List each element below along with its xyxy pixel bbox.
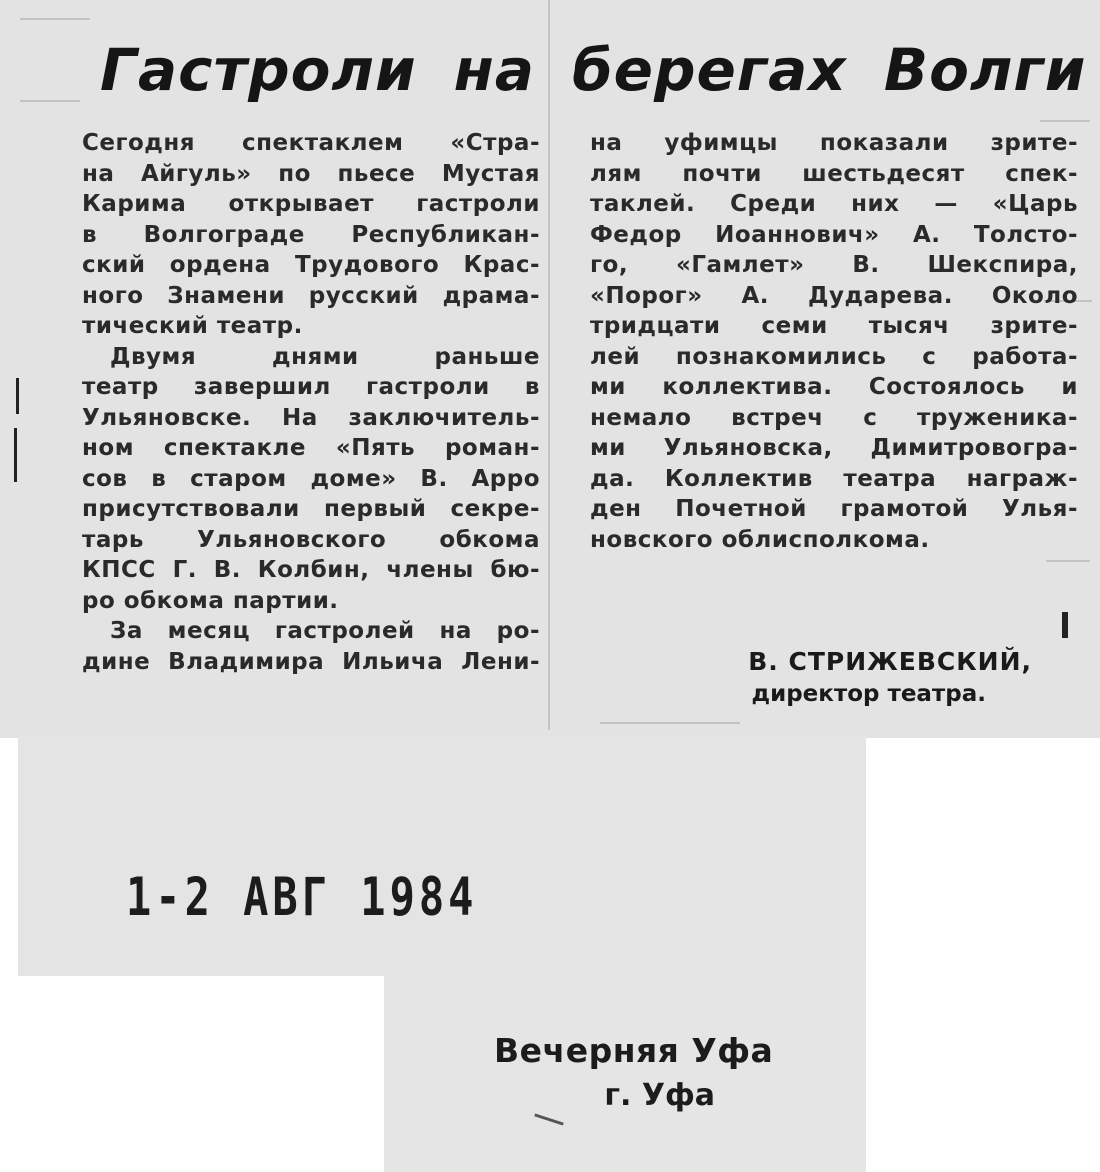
article-line: новского облисполкома.: [590, 526, 930, 553]
article-column-right: [590, 128, 1078, 555]
newspaper-city: г. Уфа: [604, 1078, 715, 1113]
margin-mark: [14, 428, 17, 482]
article-line: Ульяновске. На заключитель-: [82, 404, 540, 431]
article-line: дине Владимира Ильича Лени-: [82, 648, 540, 675]
article-line: немало встреч с труженика-: [590, 404, 1078, 431]
article-line: Карима открывает гастроли: [82, 191, 540, 217]
article-line: таклей. Среди них — «Царь: [590, 191, 1078, 217]
article-line: на уфимцы показали зрите-: [590, 130, 1078, 156]
author-signature: [748, 645, 1032, 709]
article-line: Сегодня спектаклем «Стра-: [82, 130, 540, 156]
article-headline: Гастроли на берегах Волги: [100, 36, 1087, 104]
article-line: КПСС Г. В. Колбин, члены бю-: [82, 557, 540, 583]
article-line: ного Знамени русский драма-: [82, 282, 540, 309]
show-through-rule: [1046, 560, 1090, 562]
article-line: в Волгограде Республикан-: [82, 221, 540, 248]
author-name: В. СТРИЖЕВСКИЙ,: [748, 647, 1032, 676]
show-through-rule: [20, 100, 80, 102]
clipping-lower-left: [18, 730, 866, 976]
article-line: ден Почетной грамотой Улья-: [590, 496, 1078, 522]
article-line: За месяц гастролей на ро-: [110, 618, 540, 644]
article-line: «Порог» А. Дударева. Около: [590, 282, 1078, 309]
article-column-left: [82, 128, 540, 677]
newspaper-source: [494, 1028, 773, 1118]
show-through-rule: [1040, 120, 1090, 122]
article-line: ном спектакле «Пять роман-: [82, 435, 540, 461]
article-line: тридцати семи тысяч зрите-: [590, 313, 1078, 339]
article-line: театр завершил гастроли в: [82, 374, 540, 400]
article-line: лей познакомились с работа-: [590, 343, 1078, 370]
show-through-rule: [20, 18, 90, 20]
article-line: ми коллектива. Состоялось и: [590, 374, 1078, 400]
author-role: директор театра.: [751, 681, 986, 707]
show-through-rule: [600, 722, 740, 724]
newspaper-name: Вечерняя Уфа: [494, 1031, 774, 1070]
article-line: сов в старом доме» В. Арро: [82, 465, 540, 492]
article-line: да. Коллектив театра награж-: [590, 465, 1078, 492]
margin-mark: [16, 378, 19, 414]
article-line: ский ордена Трудового Крас-: [82, 252, 540, 278]
show-through-rule: [548, 0, 550, 730]
date-stamp: 1-2 АВГ 1984: [126, 866, 478, 928]
article-line: Федор Иоаннович» А. Толсто-: [590, 221, 1078, 248]
article-line: тический театр.: [82, 313, 303, 339]
article-line: ро обкома партии.: [82, 587, 339, 614]
margin-mark: [1062, 612, 1068, 638]
article-line: присутствовали первый секре-: [82, 496, 540, 522]
article-line: ми Ульяновска, Димитровогра-: [590, 435, 1078, 461]
article-line: го, «Гамлет» В. Шекспира,: [590, 252, 1078, 278]
article-line: на Айгуль» по пьесе Мустая: [82, 160, 540, 187]
article-line: лям почти шестьдесят спек-: [590, 160, 1078, 187]
article-line: Двумя днями раньше: [110, 343, 540, 370]
article-line: тарь Ульяновского обкома: [82, 526, 540, 553]
